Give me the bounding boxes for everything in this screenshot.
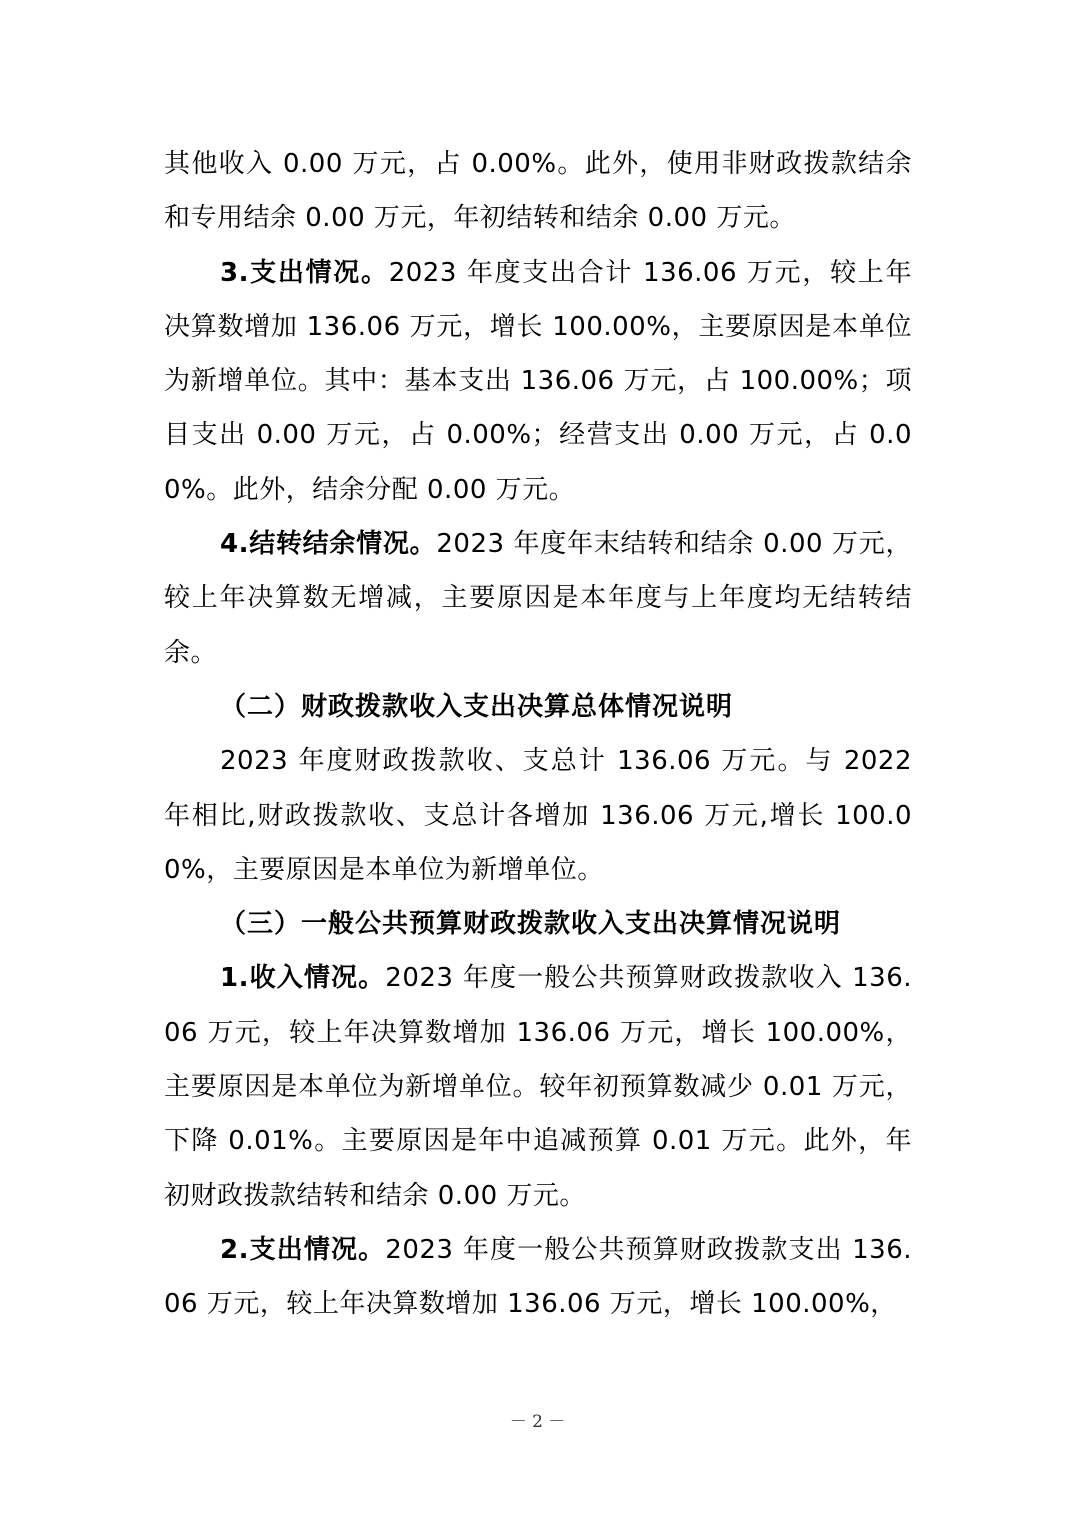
paragraph-carryover bbox=[164, 517, 912, 680]
paragraph-lead: 1.收入情况。 bbox=[220, 963, 386, 994]
paragraph-text: 2023 年度年末结转和结余 0.00 万元，较上年决算数无增减，主要原因是本年度与上年度均无结转结余。 bbox=[164, 529, 913, 668]
paragraph-lead: 2.支出情况。 bbox=[220, 1234, 386, 1265]
paragraph-other-income bbox=[164, 137, 912, 246]
page-number: － 2 － bbox=[509, 1412, 566, 1432]
paragraph-fiscal-total bbox=[164, 734, 912, 897]
paragraph-text: 2023 年度财政拨款收、支总计 136.06 万元。与 2022 年相比,财政拨款收、支总计各增加 136.06 万元,增长 100.00%，主要原因是本单位为新增单位。 bbox=[164, 746, 912, 885]
paragraph-text: 2023 年度一般公共预算财政拨款收入 136.06 万元，较上年决算数增加 136.06 万元，增长 100.00%，主要原因是本单位为新增单位。较年初预算数减少 0.01 万元，下降 0.01%。主要原因是年中追减预算 0.01 万元。此外，年初财政拨款结转和结余 0.00 万元。 bbox=[164, 963, 913, 1211]
paragraph-general-expenditure bbox=[164, 1223, 912, 1332]
paragraph-text: 2023 年度支出合计 136.06 万元，较上年决算数增加 136.06 万元，增长 100.00%，主要原因是本单位为新增单位。其中：基本支出 136.06 万元，占 100.00%；项目支出 0.00 万元，占 0.00%；经营支出 0.00 万元，占 0.00%。此外，结余分配 0.00 万元。 bbox=[164, 257, 913, 505]
document-body bbox=[164, 137, 912, 1332]
paragraph-expenditure bbox=[164, 246, 912, 517]
paragraph-text: 2023 年度一般公共预算财政拨款支出 136.06 万元，较上年决算数增加 136.06 万元，增长 100.00%， bbox=[164, 1234, 913, 1320]
section-heading-three: （三）一般公共预算财政拨款收入支出决算情况说明 bbox=[220, 909, 842, 940]
paragraph-general-income bbox=[164, 951, 912, 1222]
section-heading-two: （二）财政拨款收入支出决算总体情况说明 bbox=[220, 691, 734, 722]
paragraph-lead: 4.结转结余情况。 bbox=[220, 529, 437, 560]
paragraph-text: 其他收入 0.00 万元，占 0.00%。此外，使用非财政拨款结余和专用结余 0.00 万元，年初结转和结余 0.00 万元。 bbox=[164, 149, 912, 234]
paragraph-lead: 3.支出情况。 bbox=[220, 257, 389, 288]
